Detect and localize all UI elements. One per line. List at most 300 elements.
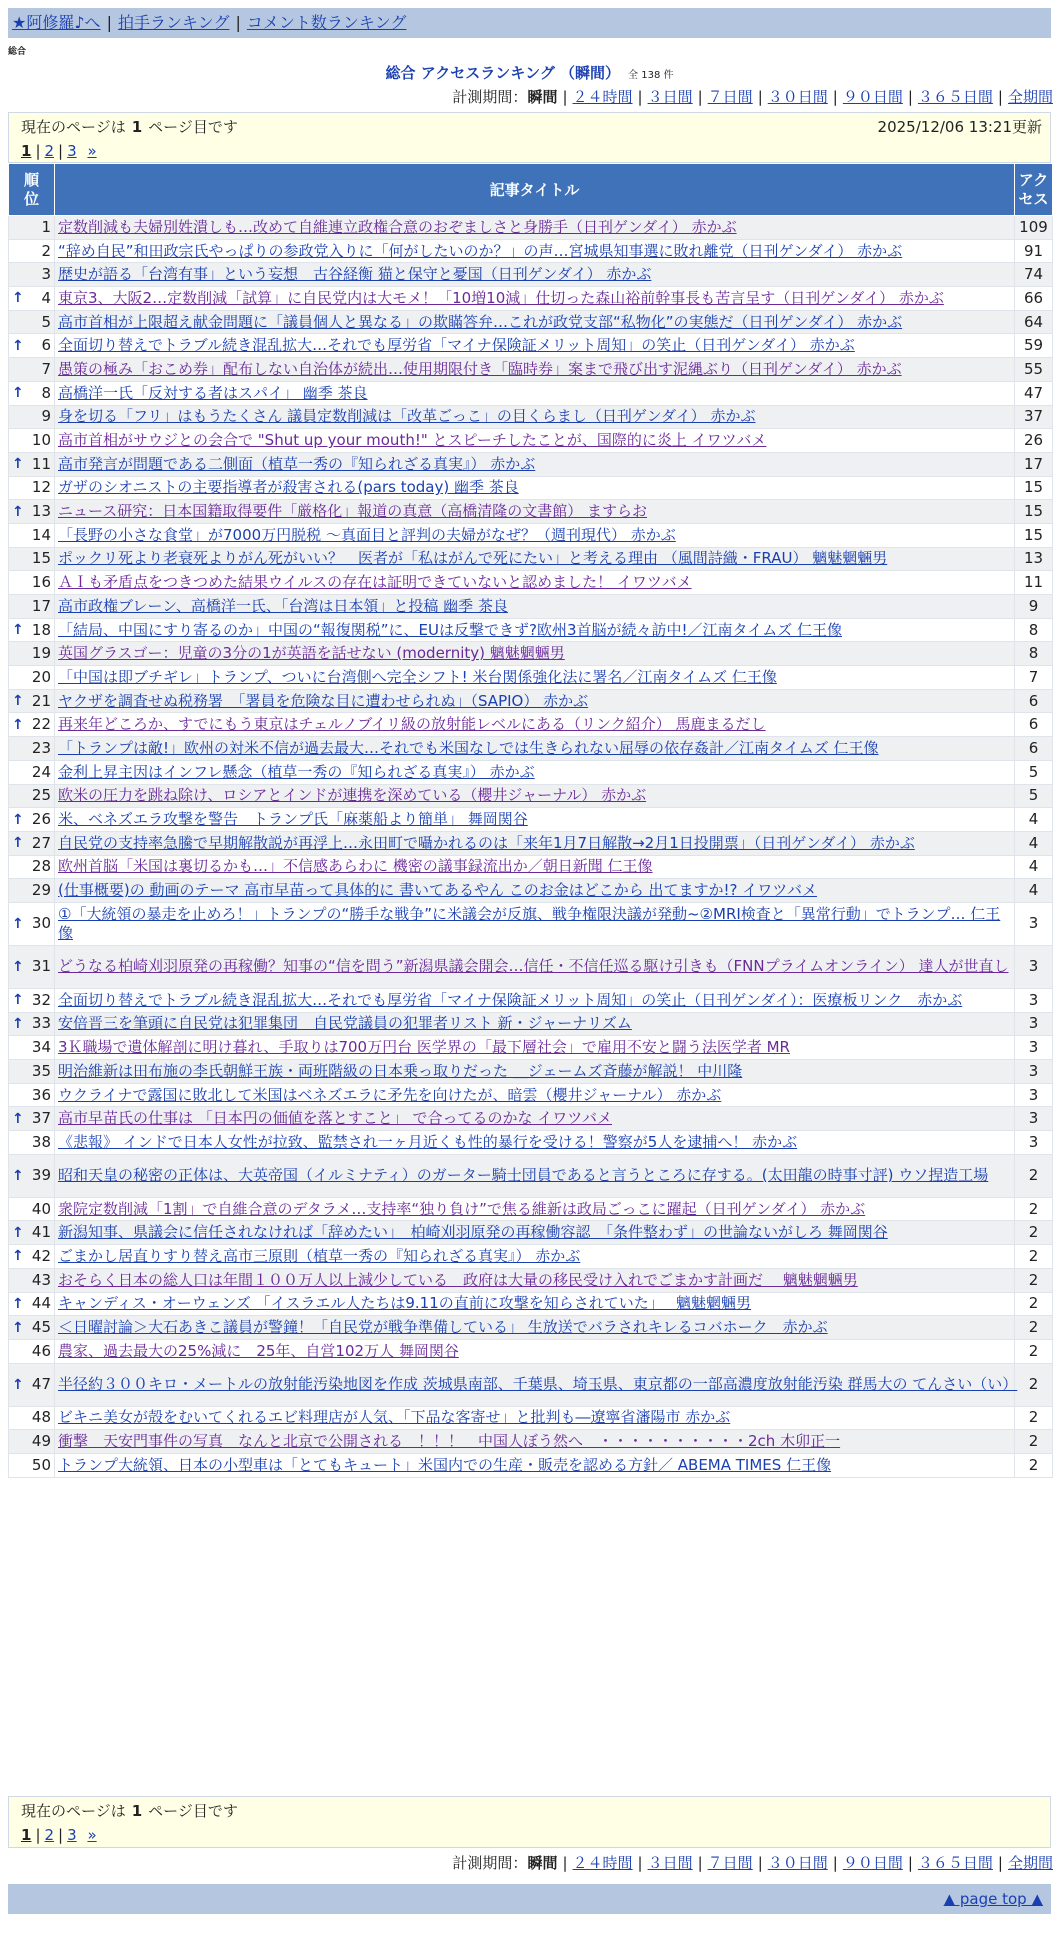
table-row bbox=[9, 945, 1053, 988]
article-link[interactable]: トランプ大統領、日本の小型車は「とてもキュート」米国内での生産・販売を認める方針／ ABEMA TIMES 仁王像 bbox=[58, 1455, 832, 1474]
page-text-post: ページ目です bbox=[148, 118, 238, 136]
table-row bbox=[9, 1083, 1053, 1107]
period-option[interactable]: ２４時間 bbox=[572, 1854, 633, 1872]
access-count: 5 bbox=[1015, 784, 1053, 808]
rank-cell bbox=[9, 1107, 55, 1131]
access-count: 2 bbox=[1015, 1292, 1053, 1316]
page-text-pre: 現在のページは bbox=[21, 1802, 126, 1820]
article-link[interactable]: 欧州首脳「米国は裏切るかも…」不信感あらわに 機密の議事録流出か／朝日新聞 仁王像 bbox=[58, 857, 653, 876]
access-count: 2 bbox=[1015, 1268, 1053, 1292]
page-current: 1 bbox=[21, 142, 32, 160]
rank-cell bbox=[9, 429, 55, 453]
rank-number: 25 bbox=[31, 786, 51, 805]
article-link[interactable]: 全面切り替えでトラブル続き混乱拡大…それでも厚労省「マイナ保険証メリット周知」の笑止（日刊ゲンダイ）：医療板リンク 赤かぶ bbox=[58, 990, 963, 1009]
home-link[interactable]: ★阿修羅♪へ bbox=[12, 13, 101, 32]
article-link[interactable]: ＜日曜討論＞大石あきこ議員が警鐘！「自民党が戦争準備している」 生放送でバラされキレるコバホーク 赤かぶ bbox=[58, 1318, 828, 1337]
up-arrow-icon: ↑ bbox=[12, 958, 24, 975]
rank-number: 39 bbox=[31, 1166, 51, 1185]
period-separator: | bbox=[832, 1854, 838, 1872]
access-count: 47 bbox=[1015, 381, 1053, 405]
period-option[interactable]: ３０日間 bbox=[767, 88, 828, 106]
rank-number: 17 bbox=[31, 596, 51, 615]
clap-ranking-link[interactable]: 拍手ランキング bbox=[117, 13, 230, 32]
rank-cell bbox=[9, 216, 55, 240]
title-cell bbox=[55, 1221, 1015, 1245]
title-cell bbox=[55, 1154, 1015, 1197]
title-cell bbox=[55, 595, 1015, 619]
period-separator: | bbox=[562, 88, 568, 106]
page-links bbox=[21, 1823, 1038, 1847]
rank-cell bbox=[9, 1036, 55, 1060]
rank-number: 45 bbox=[31, 1318, 51, 1337]
title-cell bbox=[55, 666, 1015, 690]
table-row bbox=[9, 618, 1053, 642]
rank-cell bbox=[9, 1316, 55, 1340]
rank-number: 18 bbox=[31, 620, 51, 639]
rank-number: 7 bbox=[41, 359, 51, 378]
rank-number: 31 bbox=[31, 957, 51, 976]
period-separator: | bbox=[697, 88, 703, 106]
article-link[interactable]: 英国グラスゴー：児童の3分の1が英語を話せない (modernity) 魑魅魍魎男 bbox=[58, 644, 565, 663]
table-row bbox=[9, 405, 1053, 429]
up-arrow-icon: ↑ bbox=[12, 1248, 24, 1265]
access-count: 3 bbox=[1015, 1036, 1053, 1060]
rank-cell bbox=[9, 902, 55, 945]
article-link[interactable]: 金利上昇主因はインフレ懸念（植草一秀の『知られざる真実』） 赤かぶ bbox=[58, 762, 535, 781]
rank-cell bbox=[9, 988, 55, 1012]
article-link[interactable]: おそらく日本の総人口は年間１００万人以上減少している 政府は大量の移民受け入れでごまかす計画だ 魑魅魍魎男 bbox=[58, 1270, 858, 1289]
title-cell bbox=[55, 1430, 1015, 1454]
article-link[interactable]: 米、ベネズエラ攻撃を警告 トランプ氏「麻薬船より簡単」 舞岡関谷 bbox=[58, 810, 528, 829]
title-cell bbox=[55, 1316, 1015, 1340]
period-option[interactable]: ２４時間 bbox=[572, 88, 633, 106]
rank-number: 9 bbox=[41, 407, 51, 426]
current-page-text bbox=[21, 1799, 1038, 1823]
next-page-link[interactable]: » bbox=[87, 142, 97, 160]
title-cell bbox=[55, 310, 1015, 334]
rank-number: 42 bbox=[31, 1246, 51, 1265]
rank-number: 35 bbox=[31, 1061, 51, 1080]
access-count: 55 bbox=[1015, 358, 1053, 382]
article-link[interactable]: ヤクザを調査せぬ税務署 「署員を危険な目に遭わせられぬ」（SAPIO） 赤かぶ bbox=[58, 691, 589, 710]
article-link[interactable]: ニュース研究：日本国籍取得要件「厳格化」報道の真意（高橋清隆の文書館） ますらお bbox=[58, 502, 648, 521]
table-row bbox=[9, 1363, 1053, 1406]
title-header: 記事タイトル bbox=[55, 164, 1015, 216]
rank-cell bbox=[9, 239, 55, 263]
title-cell bbox=[55, 902, 1015, 945]
rank-number: 5 bbox=[41, 312, 51, 331]
table-row bbox=[9, 1012, 1053, 1036]
table-row bbox=[9, 666, 1053, 690]
table-row bbox=[9, 547, 1053, 571]
article-link[interactable]: 高市政権ブレーン、高橋洋一氏、「台湾は日本領」と投稿 幽季 茶良 bbox=[58, 596, 508, 615]
footer-bar bbox=[8, 1884, 1051, 1914]
article-link[interactable]: 「長野の小さな食堂」が7000万円脱税 〜真面目と評判の夫婦がなぜ？（週刊現代） 赤かぶ bbox=[58, 525, 676, 544]
rank-number: 49 bbox=[31, 1432, 51, 1451]
rank-number: 19 bbox=[31, 644, 51, 663]
page-text-pre: 現在のページは bbox=[21, 118, 126, 136]
table-row bbox=[9, 239, 1053, 263]
access-count: 15 bbox=[1015, 523, 1053, 547]
period-option[interactable]: ７日間 bbox=[707, 1854, 753, 1872]
article-link[interactable]: ガザのシオニストの主要指導者が殺害される(pars today) 幽季 茶良 bbox=[58, 478, 519, 497]
article-link[interactable]: ビキニ美女が殻をむいてくれるエビ料理店が人気、「下品な客寄せ」と批判も―遼寧省瀋陽市 赤かぶ bbox=[58, 1408, 731, 1427]
rank-cell bbox=[9, 642, 55, 666]
up-arrow-icon: ↑ bbox=[12, 716, 24, 733]
nav-separator: | bbox=[106, 13, 112, 32]
up-arrow-icon: ↑ bbox=[12, 456, 24, 473]
title-cell bbox=[55, 523, 1015, 547]
access-count: 7 bbox=[1015, 666, 1053, 690]
access-count: 15 bbox=[1015, 500, 1053, 524]
access-count: 3 bbox=[1015, 945, 1053, 988]
article-link[interactable]: 新潟知事、県議会に信任されなければ「辞めたい」 柏崎刈羽原発の再稼働容認 「条件整わず」の世論ないがしろ 舞岡関谷 bbox=[58, 1223, 888, 1242]
title-cell bbox=[55, 239, 1015, 263]
access-count: 3 bbox=[1015, 902, 1053, 945]
article-link[interactable]: 衆院定数削減「1割」で自維合意のデタラメ…支持率“独り負け”で焦る維新は政局ごっこに躍起（日刊ゲンダイ） 赤かぶ bbox=[58, 1199, 866, 1218]
rank-cell bbox=[9, 571, 55, 595]
table-row bbox=[9, 784, 1053, 808]
article-link[interactable]: 高市首相が上限超え献金問題に「議員個人と異なる」の欺瞞答弁…これが政党支部“私物化”の実態だ（日刊ゲンダイ） 赤かぶ bbox=[58, 312, 903, 331]
period-selector-top bbox=[452, 86, 1053, 108]
rank-cell bbox=[9, 500, 55, 524]
top-nav bbox=[8, 8, 1051, 38]
page-title bbox=[0, 62, 1059, 87]
access-count: 3 bbox=[1015, 1083, 1053, 1107]
period-separator: | bbox=[562, 1854, 568, 1872]
rank-cell bbox=[9, 381, 55, 405]
access-count: 6 bbox=[1015, 689, 1053, 713]
period-option[interactable]: ９０日間 bbox=[842, 88, 903, 106]
access-count: 6 bbox=[1015, 737, 1053, 761]
access-count: 2 bbox=[1015, 1245, 1053, 1269]
rank-number: 44 bbox=[31, 1294, 51, 1313]
period-separator: | bbox=[637, 88, 643, 106]
article-link[interactable]: 愚策の極み「おこめ券」配布しない自治体が続出…使用期限付き「臨時券」案まで飛び出す泥縄ぶり（日刊ゲンダイ） 赤かぶ bbox=[58, 359, 902, 378]
title-cell bbox=[55, 1012, 1015, 1036]
next-page-link[interactable]: » bbox=[87, 1826, 97, 1844]
period-option[interactable]: ７日間 bbox=[707, 88, 753, 106]
table-row bbox=[9, 831, 1053, 855]
rank-cell bbox=[9, 452, 55, 476]
title-cell bbox=[55, 476, 1015, 500]
table-row bbox=[9, 334, 1053, 358]
article-link[interactable]: 全面切り替えでトラブル続き混乱拡大…それでも厚労省「マイナ保険証メリット周知」の笑止（日刊ゲンダイ） 赤かぶ bbox=[58, 336, 855, 355]
rank-number: 27 bbox=[31, 833, 51, 852]
rank-number: 22 bbox=[31, 715, 51, 734]
access-count: 4 bbox=[1015, 831, 1053, 855]
period-option[interactable]: 全期間 bbox=[1007, 88, 1053, 106]
rank-number: 24 bbox=[31, 762, 51, 781]
page-link[interactable]: 2 bbox=[44, 1826, 55, 1844]
rank-number: 20 bbox=[31, 667, 51, 686]
title-cell bbox=[55, 1453, 1015, 1477]
access-count: 9 bbox=[1015, 595, 1053, 619]
rank-number: 6 bbox=[41, 336, 51, 355]
article-link[interactable]: 《悲報》 インドで日本人女性が拉致、監禁され一ヶ月近くも性的暴行を受ける！警察が5人を逮捕へ！ 赤かぶ bbox=[58, 1132, 798, 1151]
article-link[interactable]: (仕事概要)の 動画のテーマ 高市早苗って具体的に 書いてあるやん このお金はどこから 出てますか!? イワツバメ bbox=[58, 881, 817, 900]
article-link[interactable]: 定数削減も夫婦別姓潰しも…改めて自維連立政権合意のおぞましさと身勝手（日刊ゲンダイ） 赤かぶ bbox=[58, 217, 737, 236]
page-links bbox=[21, 139, 1038, 163]
rank-number: 1 bbox=[41, 217, 51, 236]
table-row bbox=[9, 689, 1053, 713]
table-row bbox=[9, 855, 1053, 879]
article-link[interactable]: 半径約３００キロ・メートルの放射能汚染地図を作成 茨城県南部、千葉県、埼玉県、東京都の一部高濃度放射能汚染 群馬大の てんさい（い） bbox=[58, 1375, 1018, 1394]
category-label: 総合 bbox=[8, 47, 27, 57]
rank-cell bbox=[9, 618, 55, 642]
rank-number: 16 bbox=[31, 573, 51, 592]
article-link[interactable]: 自民党の支持率急騰で早期解散説が再浮上…永田町で囁かれるのは「来年1月7日解散→2月1日投開票」（日刊ゲンダイ） 赤かぶ bbox=[58, 833, 915, 852]
rank-cell bbox=[9, 595, 55, 619]
rank-number: 15 bbox=[31, 549, 51, 568]
page-top-link[interactable]: ▲ page top ▲ bbox=[943, 1890, 1043, 1908]
rank-number: 28 bbox=[31, 857, 51, 876]
page-separator: | bbox=[35, 1826, 41, 1844]
access-count: 4 bbox=[1015, 879, 1053, 903]
rank-number: 8 bbox=[41, 383, 51, 402]
title-cell bbox=[55, 1292, 1015, 1316]
article-link[interactable]: 歴史が語る「台湾有事」という妄想 古谷経衡 猫と保守と憂国（日刊ゲンダイ） 赤かぶ bbox=[58, 265, 652, 284]
title-cell bbox=[55, 1363, 1018, 1406]
access-count: 2 bbox=[1015, 1339, 1053, 1363]
rank-number: 23 bbox=[31, 738, 51, 757]
period-option[interactable]: ３日間 bbox=[647, 1854, 693, 1872]
rank-number: 3 bbox=[41, 265, 51, 284]
rank-cell bbox=[9, 1197, 55, 1221]
up-arrow-icon: ↑ bbox=[12, 811, 24, 828]
period-option[interactable]: ３６５日間 bbox=[917, 1854, 993, 1872]
access-count: 3 bbox=[1015, 1060, 1053, 1084]
rank-number: 43 bbox=[31, 1270, 51, 1289]
period-separator: | bbox=[757, 88, 763, 106]
access-header: アクセス bbox=[1015, 164, 1053, 216]
access-count: 26 bbox=[1015, 429, 1053, 453]
rank-cell bbox=[9, 1012, 55, 1036]
rank-number: 48 bbox=[31, 1408, 51, 1427]
nav-separator: | bbox=[235, 13, 241, 32]
page-separator: | bbox=[58, 142, 64, 160]
table-row bbox=[9, 595, 1053, 619]
article-link[interactable]: 安倍晋三を筆頭に自民党は犯罪集団 自民党議員の犯罪者リスト 新・ジャーナリズム bbox=[58, 1014, 632, 1033]
rank-cell bbox=[9, 547, 55, 571]
article-link[interactable]: ＡＩも矛盾点をつきつめた結果ウイルスの存在は証明できていないと認めました！ イワツバメ bbox=[58, 573, 692, 592]
article-link[interactable]: 東京3、大阪2…定数削減「試算」に自民党内は大モメ！「10増10減」仕切った森山裕前幹事長も苦言呈す（日刊ゲンダイ） 赤かぶ bbox=[58, 288, 944, 307]
rank-cell bbox=[9, 784, 55, 808]
title-cell bbox=[55, 287, 1015, 311]
table-row bbox=[9, 879, 1053, 903]
article-link[interactable]: どうなる柏崎刈羽原発の再稼働？知事の“信を問う”新潟県議会開会…信任・不信任巡る駆け引きも（FNNプライムオンライン） 達人が世直し bbox=[58, 957, 1009, 976]
table-row bbox=[9, 1453, 1053, 1477]
title-cell bbox=[55, 784, 1015, 808]
rank-number: 12 bbox=[31, 478, 51, 497]
table-row bbox=[9, 476, 1053, 500]
rank-cell bbox=[9, 1083, 55, 1107]
page-link[interactable]: 3 bbox=[67, 142, 77, 160]
article-link[interactable]: 「トランプは敵!」欧州の対米不信が過去最大…それでも米国なしでは生きられない屈辱の依存姦計／江南タイムズ 仁王像 bbox=[58, 738, 879, 757]
table-row bbox=[9, 988, 1053, 1012]
article-link[interactable]: 身を切る「フリ」はもうたくさん 議員定数削減は「改革ごっこ」の目くらまし（日刊ゲンダイ） 赤かぶ bbox=[58, 407, 756, 426]
rank-cell bbox=[9, 855, 55, 879]
article-link[interactable]: 3Ｋ職場で遺体解剖に明け暮れ、手取りは700万円台 医学界の「最下層社会」で雇用不安と闘う法医学者 MR bbox=[58, 1038, 790, 1057]
rank-number: 50 bbox=[31, 1455, 51, 1474]
table-row bbox=[9, 1316, 1053, 1340]
article-link[interactable]: 再来年どころか、すでにもう東京はチェルノブイリ級の放射能レベルにある（リンク紹介） 馬鹿まるだし bbox=[58, 715, 766, 734]
period-separator: | bbox=[997, 1854, 1003, 1872]
article-link[interactable]: キャンディス・オーウェンズ 「イスラエル人たちは9.11の直前に攻撃を知らされていた」 魑魅魍魎男 bbox=[58, 1294, 752, 1313]
access-count: 2 bbox=[1015, 1453, 1053, 1477]
table-row bbox=[9, 760, 1053, 784]
article-link[interactable]: 昭和天皇の秘密の正体は、大英帝国（イルミナティ）のガーター騎士団員であると言うところに存する。(太田龍の時事寸評) ウソ捏造工場 bbox=[58, 1166, 989, 1185]
table-row bbox=[9, 1339, 1053, 1363]
rank-cell bbox=[9, 666, 55, 690]
up-arrow-icon: ↑ bbox=[12, 1319, 24, 1336]
rank-cell bbox=[9, 1292, 55, 1316]
article-link[interactable]: ごまかし居直りすり替え高市三原則（植草一秀の『知られざる真実』） 赤かぶ bbox=[58, 1246, 581, 1265]
rank-cell bbox=[9, 737, 55, 761]
article-link[interactable]: 衝撃 天安門事件の写真 なんと北京で公開される ！！！ 中国人ぼう然へ ・・・・・・・・・・2ch 木卯正一 bbox=[58, 1432, 841, 1451]
up-arrow-icon: ↑ bbox=[12, 290, 24, 307]
rank-number: 38 bbox=[31, 1132, 51, 1151]
current-page-number: 1 bbox=[131, 1802, 143, 1820]
title-cell bbox=[55, 1107, 1015, 1131]
period-separator: | bbox=[907, 88, 913, 106]
period-separator: | bbox=[907, 1854, 913, 1872]
access-count: 2 bbox=[1015, 1430, 1053, 1454]
up-arrow-icon: ↑ bbox=[12, 622, 24, 639]
comment-ranking-link[interactable]: コメント数ランキング bbox=[246, 13, 407, 32]
access-count: 37 bbox=[1015, 405, 1053, 429]
rank-number: 32 bbox=[31, 990, 51, 1009]
title-cell bbox=[55, 571, 1015, 595]
up-arrow-icon: ↑ bbox=[12, 1110, 24, 1127]
rank-number: 30 bbox=[31, 914, 51, 933]
table-row bbox=[9, 1292, 1053, 1316]
table-row bbox=[9, 381, 1053, 405]
page-link[interactable]: 3 bbox=[67, 1826, 77, 1844]
title-cell bbox=[55, 263, 1015, 287]
rank-cell bbox=[9, 1154, 55, 1197]
article-link[interactable]: 高市早苗氏の仕事は 「日本円の価値を落とすこと」 で合ってるのかな イワツバメ bbox=[58, 1109, 613, 1128]
rank-cell bbox=[9, 1268, 55, 1292]
article-link[interactable]: 高市発言が問題である二側面（植草一秀の『知られざる真実』） 赤かぶ bbox=[58, 454, 536, 473]
title-cell bbox=[55, 713, 1015, 737]
article-link[interactable]: 高橋洋一氏「反対する者はスパイ」 幽季 茶良 bbox=[58, 383, 368, 402]
article-link[interactable]: ポックリ死より老衰死よりがん死がいい？ 医者が「私はがんで死にたい」と考える理由 （風間詩織・FRAU） 魑魅魍魎男 bbox=[58, 549, 888, 568]
title-cell bbox=[55, 855, 1015, 879]
access-count: 2 bbox=[1015, 1154, 1053, 1197]
rank-cell bbox=[9, 310, 55, 334]
period-option[interactable]: ３０日間 bbox=[767, 1854, 828, 1872]
article-link[interactable]: 「中国は即ブチギレ」トランプ、ついに台湾側へ完全シフト! 米台関係強化法に署名／江南タイムズ 仁王像 bbox=[58, 667, 777, 686]
rank-number: 14 bbox=[31, 525, 51, 544]
title-cell bbox=[55, 879, 1015, 903]
up-arrow-icon: ↑ bbox=[12, 915, 24, 932]
period-separator: | bbox=[997, 88, 1003, 106]
access-count: 11 bbox=[1015, 571, 1053, 595]
rank-number: 11 bbox=[31, 454, 51, 473]
period-option[interactable]: ３６５日間 bbox=[917, 88, 993, 106]
article-link[interactable]: ウクライナで露国に敗北して米国はベネズエラに矛先を向けたが、暗雲（櫻井ジャーナル） 赤かぶ bbox=[58, 1085, 722, 1104]
access-count: 8 bbox=[1015, 618, 1053, 642]
title-cell bbox=[55, 216, 1015, 240]
title-cell bbox=[55, 500, 1015, 524]
article-link[interactable]: 高市首相がサウジとの会合で "Shut up your mouth!" とスピーチしたことが、国際的に炎上 イワツバメ bbox=[58, 431, 767, 450]
up-arrow-icon: ↑ bbox=[12, 1015, 24, 1032]
period-option[interactable]: ３日間 bbox=[647, 88, 693, 106]
period-option[interactable]: 全期間 bbox=[1007, 1854, 1053, 1872]
rank-cell bbox=[9, 879, 55, 903]
rank-cell bbox=[9, 358, 55, 382]
article-link[interactable]: 明治維新は田布施の李氏朝鮮王族・両班階級の日本乗っ取りだった ＿ジェームズ斉藤が解説！ 中川隆 bbox=[58, 1061, 743, 1080]
rank-number: 47 bbox=[31, 1375, 51, 1394]
access-count: 59 bbox=[1015, 334, 1053, 358]
table-row bbox=[9, 1036, 1053, 1060]
article-link[interactable]: 「結局、中国にすり寄るのか」中国の“報復関税”に、EUは反撃できず?欧州3首脳が続々訪中!／江南タイムズ 仁王像 bbox=[58, 620, 842, 639]
table-row bbox=[9, 310, 1053, 334]
rank-cell bbox=[9, 523, 55, 547]
period-label: 計測期間： bbox=[452, 1854, 528, 1872]
access-count: 2 bbox=[1015, 1316, 1053, 1340]
article-link[interactable]: 欧米の圧力を跳ね除け、ロシアとインドが連携を深めている（櫻井ジャーナル） 赤かぶ bbox=[58, 786, 647, 805]
access-count: 2 bbox=[1015, 1406, 1053, 1430]
table-row bbox=[9, 808, 1053, 832]
rank-number: 4 bbox=[41, 288, 51, 307]
title-cell bbox=[55, 381, 1015, 405]
period-option[interactable]: ９０日間 bbox=[842, 1854, 903, 1872]
article-link[interactable]: ①「大統領の暴走を止めろ！」トランプの“勝手な戦争”に米議会が反旗、戦争権限決議が発動~②MRI検査と「異常行動」でトランプ… 仁王像 bbox=[58, 904, 1001, 942]
table-row bbox=[9, 1268, 1053, 1292]
table-row bbox=[9, 642, 1053, 666]
title-cell bbox=[55, 1131, 1015, 1155]
current-page-number: 1 bbox=[131, 118, 143, 136]
title-cell bbox=[55, 358, 1015, 382]
page-link[interactable]: 2 bbox=[44, 142, 55, 160]
article-link[interactable]: 農家、過去最大の25%減に 25年、自営102万人 舞岡関谷 bbox=[58, 1341, 459, 1360]
page-text-post: ページ目です bbox=[148, 1802, 238, 1820]
rank-number: 21 bbox=[31, 691, 51, 710]
up-arrow-icon: ↑ bbox=[12, 835, 24, 852]
title-cell bbox=[55, 429, 1015, 453]
rank-cell bbox=[9, 287, 55, 311]
access-count: 15 bbox=[1015, 476, 1053, 500]
title-cell bbox=[55, 334, 1015, 358]
rank-number: 29 bbox=[31, 881, 51, 900]
title-cell bbox=[55, 988, 1015, 1012]
access-count: 5 bbox=[1015, 760, 1053, 784]
rank-cell bbox=[9, 1430, 55, 1454]
access-count: 2 bbox=[1015, 1221, 1053, 1245]
period-label: 計測期間： bbox=[452, 88, 528, 106]
rank-cell bbox=[9, 1363, 55, 1406]
table-row bbox=[9, 571, 1053, 595]
rank-cell bbox=[9, 1221, 55, 1245]
up-arrow-icon: ↑ bbox=[12, 1376, 24, 1393]
article-link[interactable]: “辞め自民”和田政宗氏やっぱりの参政党入りに「何がしたいのか？」の声…宮城県知事選に敗れ離党（日刊ゲンダイ） 赤かぶ bbox=[58, 241, 903, 260]
title-cell bbox=[55, 737, 1015, 761]
title-cell bbox=[55, 1339, 1015, 1363]
table-row bbox=[9, 1154, 1053, 1197]
rank-number: 46 bbox=[31, 1341, 51, 1360]
rank-number: 36 bbox=[31, 1085, 51, 1104]
up-arrow-icon: ↑ bbox=[12, 693, 24, 710]
title-cell bbox=[55, 1406, 1015, 1430]
table-row bbox=[9, 737, 1053, 761]
up-arrow-icon: ↑ bbox=[12, 337, 24, 354]
title-cell bbox=[55, 1245, 1015, 1269]
table-row bbox=[9, 1430, 1053, 1454]
rank-cell bbox=[9, 476, 55, 500]
access-count: 3 bbox=[1015, 988, 1053, 1012]
